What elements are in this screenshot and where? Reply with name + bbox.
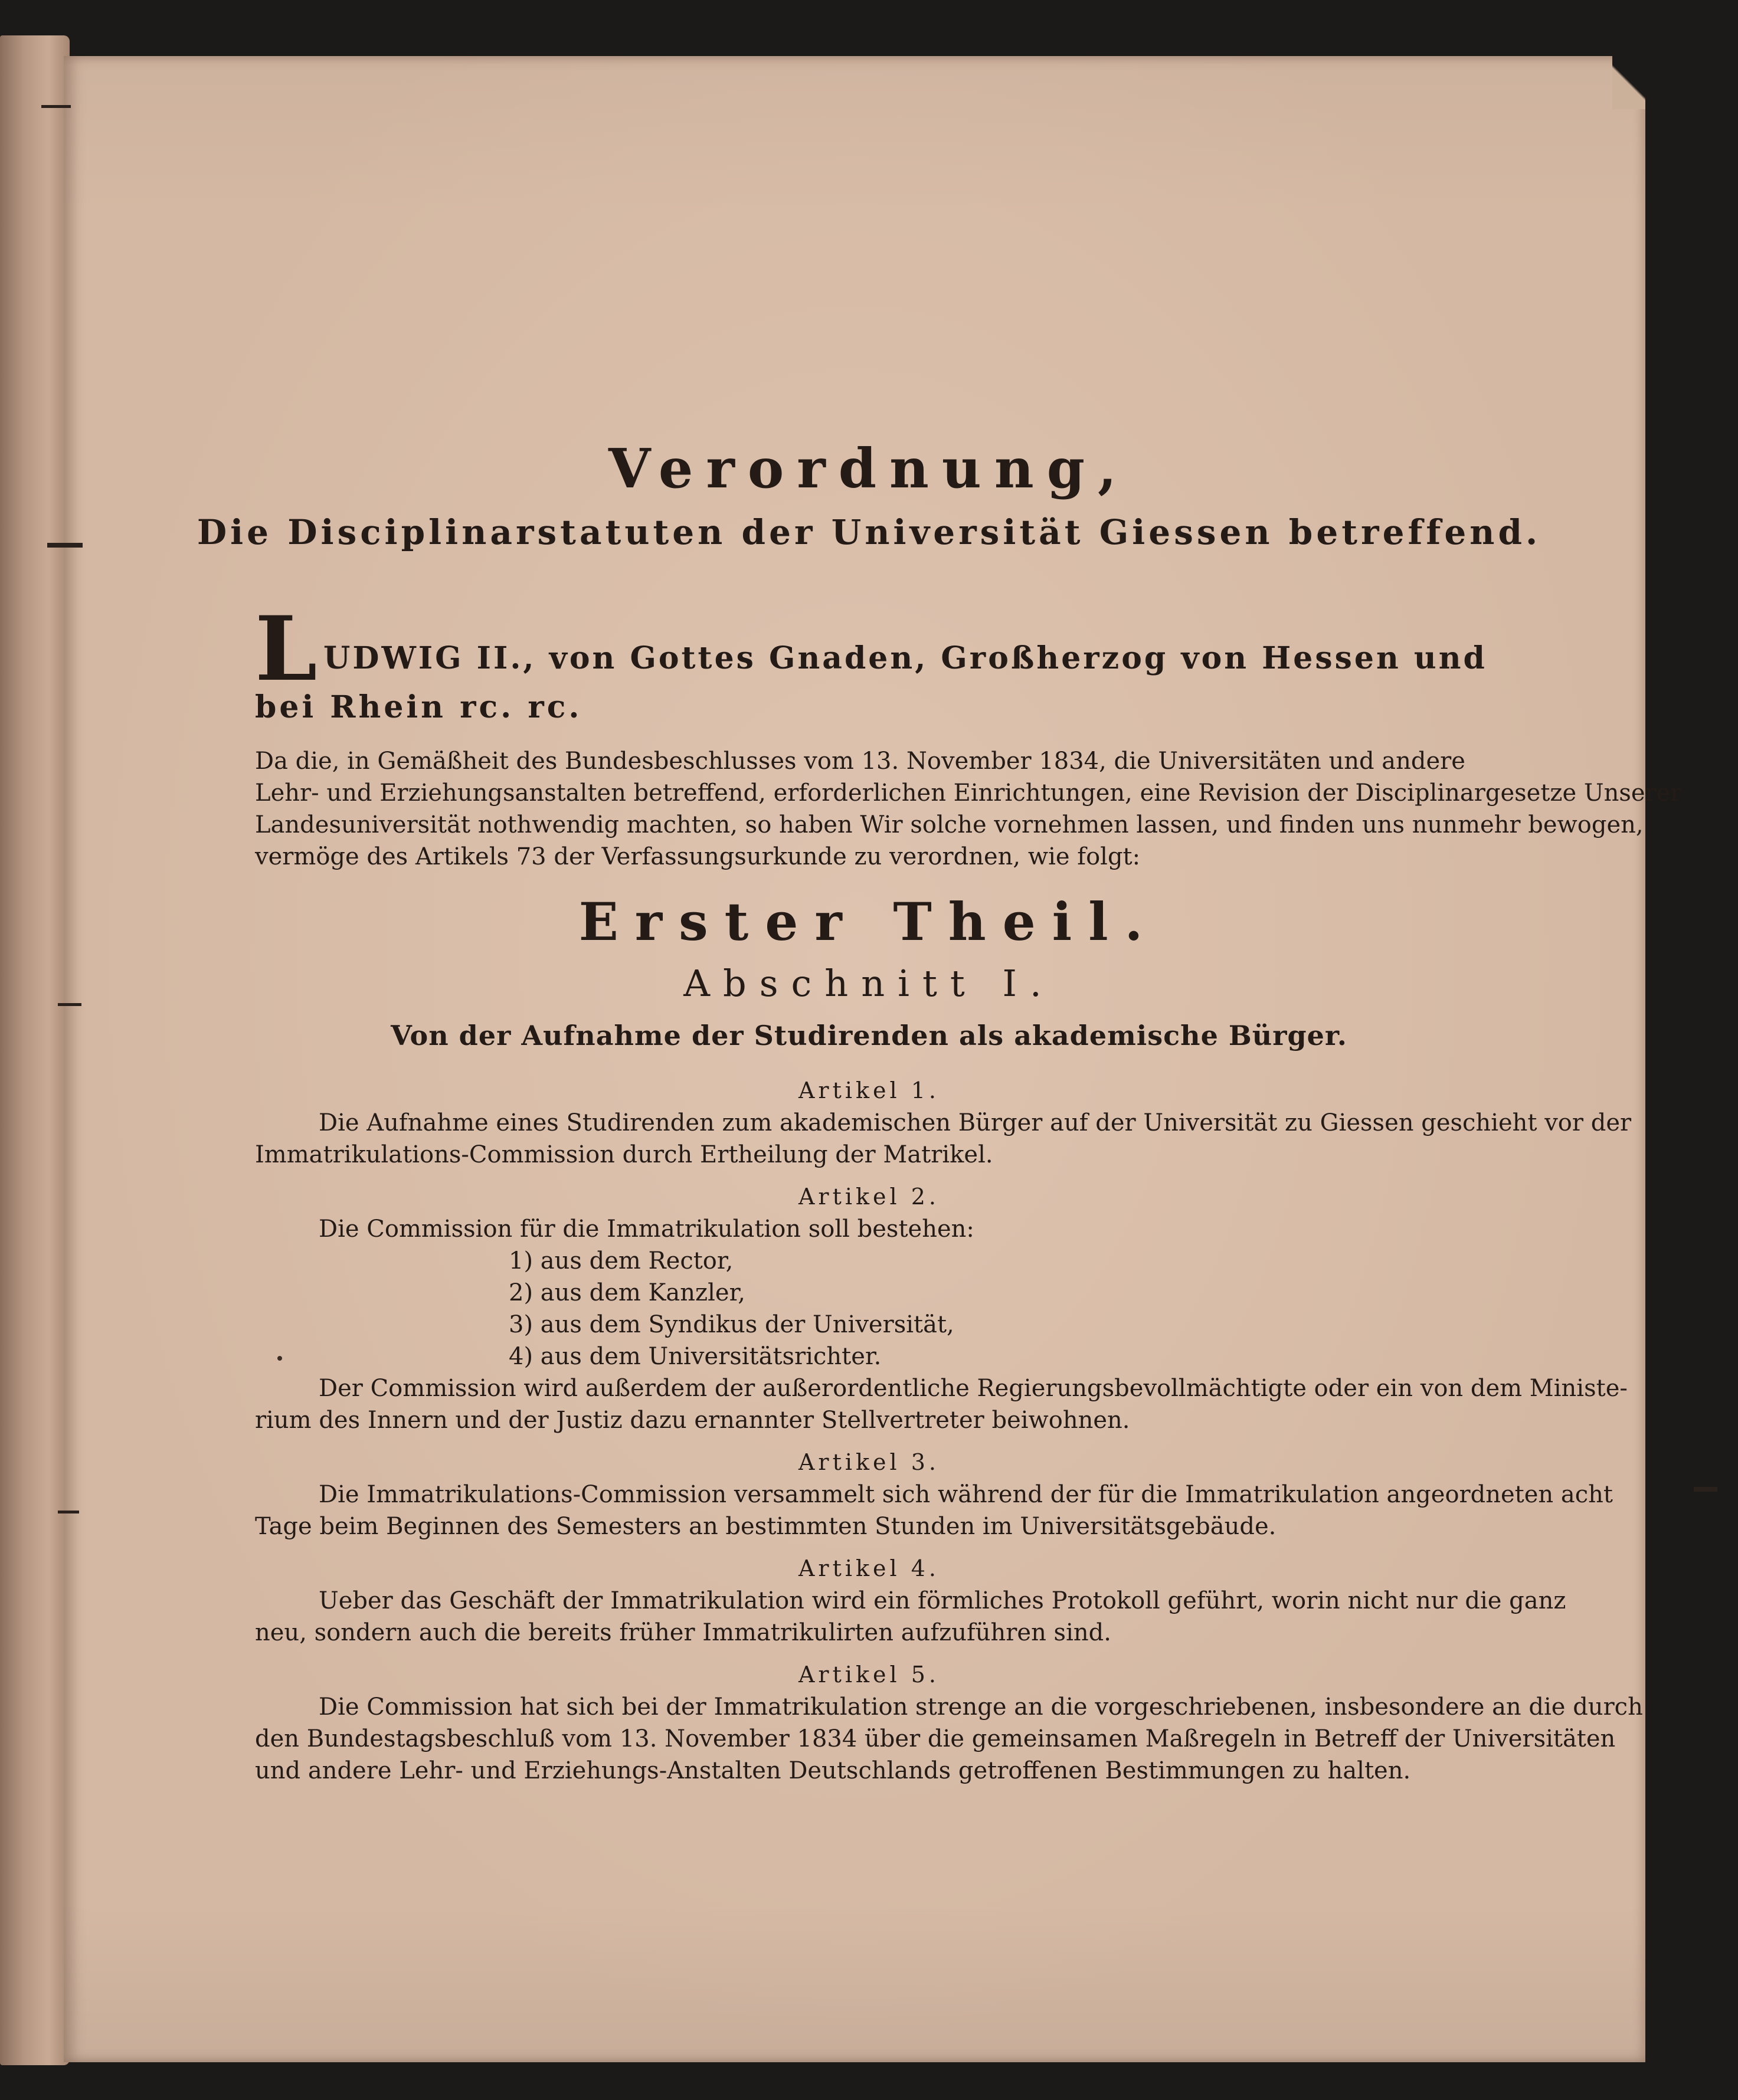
section-subheading: Von der Aufnahme der Studirenden als akademische Bürger. xyxy=(391,1020,1347,1051)
part-heading: Erster Theil. xyxy=(578,891,1160,952)
intro-line: Da die, in Gemäßheit des Bundesbeschlusses vom 13. November 1834, die Universitäten und andere xyxy=(255,748,1465,775)
article-line: Die Aufnahme eines Studirenden zum akademischen Bürger auf der Universität zu Giessen geschieht vor der xyxy=(319,1109,1632,1136)
section-heading: Abschnitt I. xyxy=(683,962,1055,1005)
article-line: Die Commission hat sich bei der Immatrikulation strenge an die vorgeschriebenen, insbesondere an die durch xyxy=(319,1693,1643,1721)
article-line: Die Commission für die Immatrikulation soll bestehen: xyxy=(319,1216,974,1243)
article-heading: Artikel 4. xyxy=(798,1555,940,1581)
article-heading: Artikel 5. xyxy=(798,1662,940,1688)
article-heading: Artikel 2. xyxy=(798,1184,940,1210)
intro-line: Lehr- und Erziehungsanstalten betreffend, erforderlichen Einrichtungen, eine Revision der Disciplinargesetze Unserer xyxy=(255,779,1682,807)
intro-paragraph xyxy=(255,745,1682,873)
article-line: Die Immatrikulations-Commission versammelt sich während der für die Immatrikulation angeordneten acht xyxy=(319,1481,1613,1508)
stray-ink-dot xyxy=(277,1356,282,1361)
page-subtitle: Die Disciplinarstatuten der Universität Giessen betreffend. xyxy=(197,512,1541,552)
commission-member: 2) aus dem Kanzler, xyxy=(509,1279,746,1306)
article-line: den Bundestagsbeschluß vom 13. November 1834 über die gemeinsamen Maßregeln in Betreff der Universitäten xyxy=(255,1725,1616,1752)
article-line: Der Commission wird außerdem der außerordentliche Regierungsbevollmächtigte oder ein von dem Ministe- xyxy=(319,1375,1628,1402)
article-line: neu, sondern auch die bereits früher Immatrikulirten aufzuführen sind. xyxy=(255,1619,1111,1646)
commission-member: 4) aus dem Universitätsrichter. xyxy=(509,1343,882,1370)
intro-line: Landesuniversität nothwendig machten, so haben Wir solche vornehmen lassen, und finden uns nunmehr bewogen, xyxy=(255,811,1644,838)
intro-line: vermöge des Artikels 73 der Verfassungsurkunde zu verordnen, wie folgt: xyxy=(255,843,1141,870)
commission-member: 3) aus dem Syndikus der Universität, xyxy=(509,1311,954,1338)
article-heading: Artikel 3. xyxy=(798,1449,940,1475)
article-line: Tage beim Beginnen des Semesters an bestimmten Stunden im Universitätsgebäude. xyxy=(255,1513,1277,1540)
preamble-line-1: UDWIG II., von Gottes Gnaden, Großherzog von Hessen und xyxy=(323,640,1487,676)
preamble-dropcap: L xyxy=(255,597,318,701)
commission-member: 1) aus dem Rector, xyxy=(509,1247,734,1275)
article-line: rium des Innern und der Justiz dazu ernannter Stellvertreter beiwohnen. xyxy=(255,1407,1130,1434)
article-line: und andere Lehr- und Erziehungs-Anstalten Deutschlands getroffenen Bestimmungen zu halten. xyxy=(255,1757,1411,1784)
article-heading: Artikel 1. xyxy=(798,1077,940,1103)
page-title: Verordnung, xyxy=(608,437,1130,500)
article-line: Immatrikulations-Commission durch Ertheilung der Matrikel. xyxy=(255,1141,993,1168)
preamble-line-2: bei Rhein rc. rc. xyxy=(255,689,582,725)
article-line: Ueber das Geschäft der Immatrikulation wird ein förmliches Protokoll geführt, worin nicht nur die ganz xyxy=(319,1587,1566,1614)
